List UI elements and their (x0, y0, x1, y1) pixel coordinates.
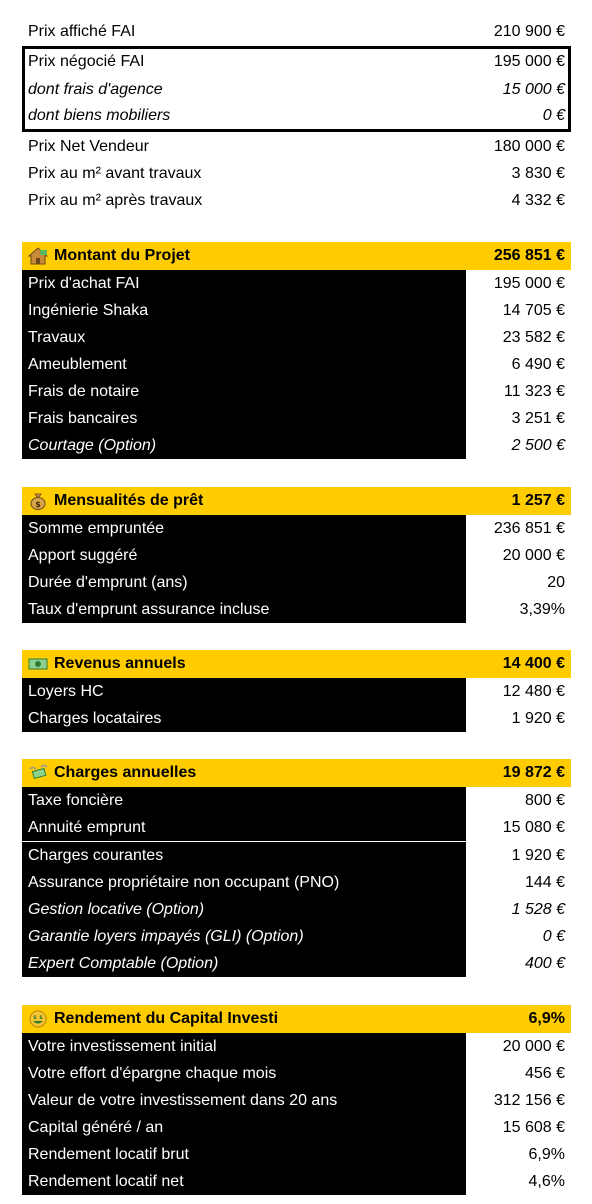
row-value: 1 920 € (511, 710, 565, 727)
section-header-montant-projet (22, 242, 571, 270)
row-value: 15 608 € (502, 1119, 565, 1136)
table-row (22, 1114, 571, 1141)
table-row (22, 1141, 571, 1168)
row-value: 15 000 € (502, 81, 565, 98)
section-total: 6,9% (528, 1010, 565, 1027)
table-row (22, 869, 571, 896)
section-header-revenus (22, 650, 571, 678)
row-prix-m2-avant (22, 160, 571, 187)
row-value: 20 000 € (502, 547, 565, 564)
row-value: 4,6% (528, 1173, 565, 1190)
section-total: 14 400 € (502, 655, 565, 672)
row-value: 195 000 € (493, 53, 565, 70)
row-value: 6,9% (528, 1146, 565, 1163)
row-value: 1 920 € (511, 847, 565, 864)
row-label: Prix d'achat FAI (28, 275, 140, 292)
house-money-icon (28, 247, 48, 265)
table-row (22, 705, 571, 732)
table-row (22, 515, 571, 542)
table-row (22, 378, 571, 405)
row-value: 2 500 € (511, 437, 565, 454)
table-row (22, 678, 571, 705)
row-value: 11 323 € (503, 383, 565, 400)
row-label: Rendement locatif brut (28, 1146, 189, 1163)
row-biens-mobiliers (22, 102, 571, 129)
row-value: 1 528 € (511, 901, 565, 918)
svg-text:$: $ (39, 1015, 43, 1021)
table-row (22, 542, 571, 569)
row-value: 236 851 € (493, 520, 565, 537)
row-value: 14 705 € (502, 302, 565, 319)
table-row (22, 596, 571, 623)
table-row (22, 950, 571, 977)
row-prix-negocie (22, 48, 571, 75)
table-row (22, 270, 571, 297)
table-row (22, 351, 571, 378)
row-label: Frais de notaire (28, 383, 140, 400)
money-bag-icon (28, 492, 48, 510)
row-label: Charges courantes (28, 847, 164, 864)
row-label: Charges locataires (28, 710, 162, 727)
row-label: Ingénierie Shaka (28, 302, 149, 319)
row-label: Rendement locatif net (28, 1173, 184, 1190)
table-row (22, 814, 571, 841)
row-value: 400 € (524, 955, 565, 972)
section-title: Montant du Projet (54, 247, 190, 264)
svg-text:$: $ (35, 500, 41, 509)
row-label: Prix au m² après travaux (28, 192, 203, 209)
row-value: 23 582 € (502, 329, 565, 346)
row-label: Expert Comptable (Option) (28, 955, 219, 972)
table-row (22, 896, 571, 923)
section-header-rendement (22, 1005, 571, 1033)
row-value: 3 251 € (511, 410, 565, 427)
row-label: Ameublement (28, 356, 127, 373)
row-value: 210 900 € (493, 23, 565, 40)
section-title: Revenus annuels (54, 655, 186, 672)
row-value: 20 (547, 574, 565, 591)
row-label: Capital généré / an (28, 1119, 164, 1136)
row-value: 0 € (542, 928, 565, 945)
row-label: Gestion locative (Option) (28, 901, 205, 918)
row-frais-agence (22, 76, 571, 103)
section-header-charges (22, 759, 571, 787)
row-label: Prix au m² avant travaux (28, 165, 202, 182)
row-value: 12 480 € (502, 683, 565, 700)
row-value: 3,39% (519, 601, 565, 618)
section-title: Charges annuelles (54, 764, 197, 781)
row-label: Durée d'emprunt (ans) (28, 574, 188, 591)
row-label: Prix négocié FAI (28, 53, 145, 70)
row-value: 312 156 € (493, 1092, 565, 1109)
row-value: 4 332 € (511, 192, 565, 209)
section-title: Rendement du Capital Investi (54, 1010, 279, 1027)
row-label: Prix Net Vendeur (28, 138, 149, 155)
table-row (22, 923, 571, 950)
table-row (22, 432, 571, 459)
section-header-mensualites (22, 487, 571, 515)
table-row (22, 842, 571, 869)
row-label: Garantie loyers impayés (GLI) (Option) (28, 928, 304, 945)
row-value: 0 € (542, 107, 565, 124)
row-label: Annuité emprunt (28, 819, 146, 836)
row-prix-net-vendeur (22, 133, 571, 160)
row-value: 6 490 € (511, 356, 565, 373)
section-total: 19 872 € (502, 764, 565, 781)
flying-money-icon (28, 764, 48, 782)
row-label: Loyers HC (28, 683, 104, 700)
section-total: 256 851 € (493, 247, 565, 264)
table-row (22, 297, 571, 324)
section-total: 1 257 € (511, 492, 565, 509)
row-label: Taxe foncière (28, 792, 124, 809)
table-row (22, 1060, 571, 1087)
banknote-icon (28, 655, 48, 673)
row-value: 800 € (524, 792, 565, 809)
row-label: Assurance propriétaire non occupant (PNO) (28, 874, 340, 891)
table-row (22, 1168, 571, 1195)
row-value: 144 € (524, 874, 565, 891)
row-value: 15 080 € (502, 819, 565, 836)
row-value: 3 830 € (511, 165, 565, 182)
table-row (22, 405, 571, 432)
table-row (22, 1033, 571, 1060)
row-value: 195 000 € (493, 275, 565, 292)
row-label: Votre investissement initial (28, 1038, 217, 1055)
row-prix-m2-apres (22, 187, 571, 214)
row-label: dont frais d'agence (28, 81, 163, 98)
row-label: dont biens mobiliers (28, 107, 171, 124)
row-prix-affiche (22, 18, 571, 45)
row-label: Valeur de votre investissement dans 20 ans (28, 1092, 338, 1109)
table-row (22, 787, 571, 814)
row-label: Prix affiché FAI (28, 23, 136, 40)
row-label: Somme empruntée (28, 520, 165, 537)
row-label: Votre effort d'épargne chaque mois (28, 1065, 277, 1082)
table-row (22, 1087, 571, 1114)
row-value: 456 € (524, 1065, 565, 1082)
section-title: Mensualités de prêt (54, 492, 204, 509)
row-label: Frais bancaires (28, 410, 138, 427)
svg-text:$: $ (33, 1015, 37, 1021)
table-row (22, 324, 571, 351)
row-label: Travaux (28, 329, 86, 346)
money-face-icon (28, 1010, 48, 1028)
row-label: Courtage (Option) (28, 437, 157, 454)
table-row (22, 569, 571, 596)
row-label: Apport suggéré (28, 547, 138, 564)
row-value: 180 000 € (493, 138, 565, 155)
row-value: 20 000 € (502, 1038, 565, 1055)
row-label: Taux d'emprunt assurance incluse (28, 601, 270, 618)
